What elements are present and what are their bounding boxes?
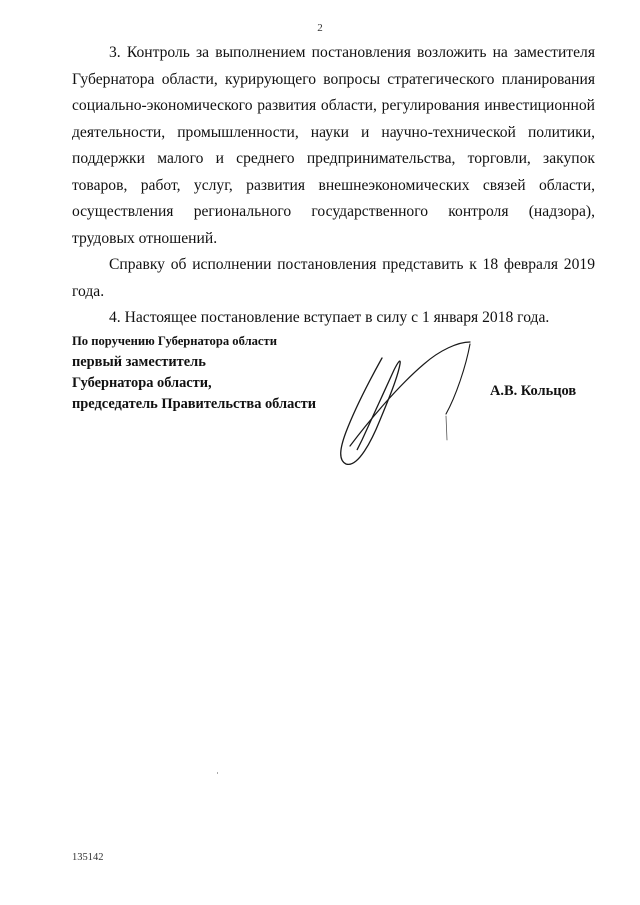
page-number: 2 [317,22,323,34]
paragraph-effective-date: 4. Настоящее постановление вступает в силу с 1 января 2018 года. [109,309,550,326]
paragraph-control: 3. Контроль за выполнением постановления возложить на заместителя Губернатора области, курирующего вопросы стратегического планирования социально-экономического развития области, регулирования инвестиционной деятельности, промышленности, науки и научно-технической политики, поддержки малого и среднего предпринимательства, торговли, закупок товаров, работ, услуг, развития внешнеэкономических связей области, осуществления регионального государственного контроля (надзора), трудовых отношений. [72,44,595,247]
signatory-name: А.В. Кольцов [490,383,577,399]
signature-authority-line: По поручению Губернатора области [72,334,277,348]
handwritten-signature-icon [328,336,478,476]
signature-position-line-3: председатель Правительства области [72,396,317,412]
document-body [72,40,595,332]
signature-position-line-2: Губернатора области, [72,375,212,391]
document-id: 135142 [72,852,104,863]
scan-speck [217,772,218,774]
signature-position-line-1: первый заместитель [72,354,206,370]
paragraph-report: Справку об исполнении постановления представить к 18 февраля 2019 года. [72,256,595,300]
